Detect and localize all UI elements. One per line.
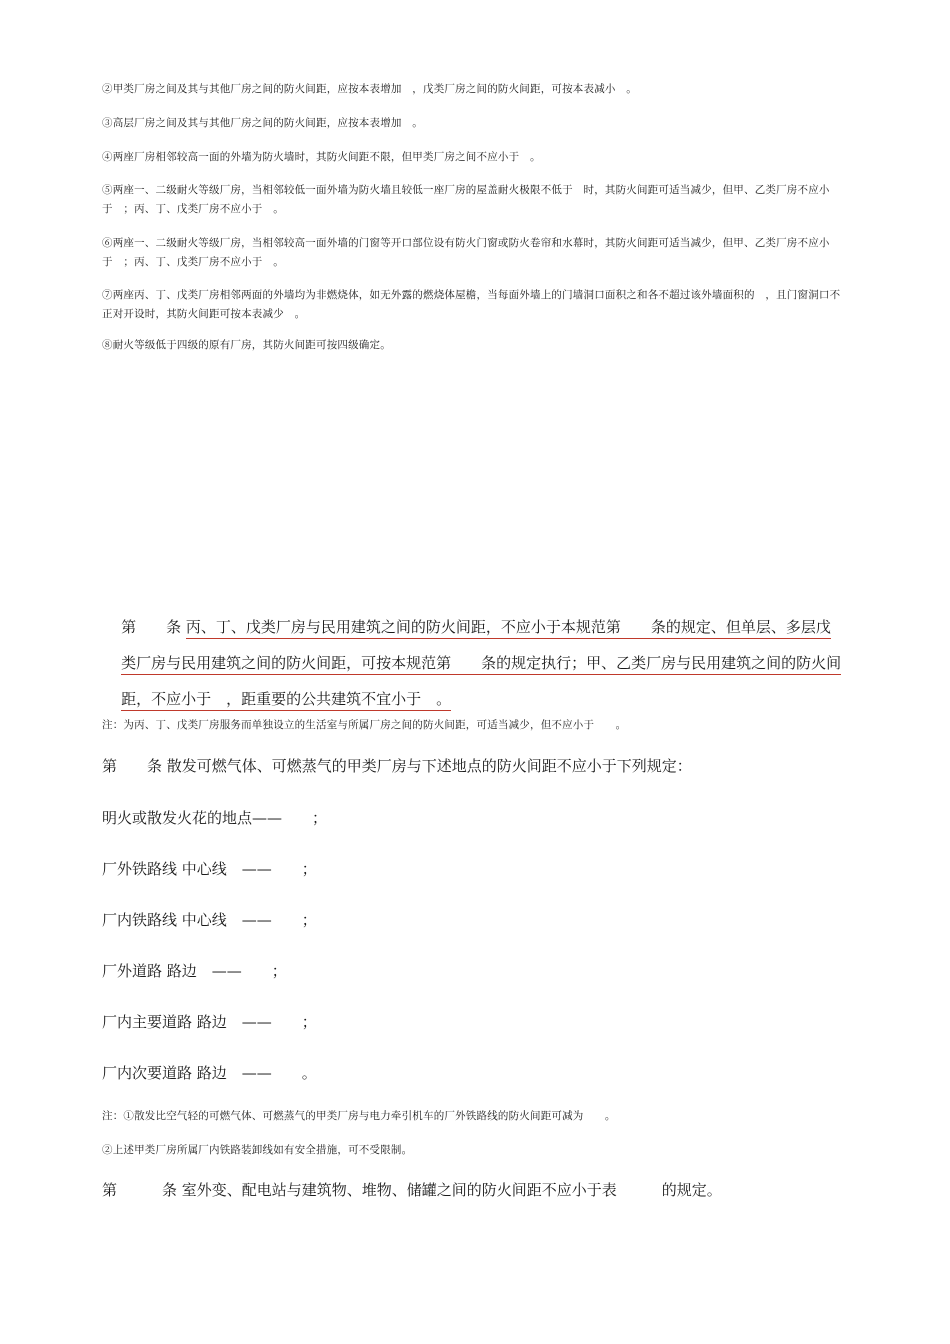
article-1-prefix: 第 条 <box>121 618 186 636</box>
article-2-note-2: ②上述甲类厂房所属厂内铁路装卸线如有安全措施，可不受限制。 <box>102 1144 413 1156</box>
list-item: 厂内铁路线 中心线 —— ； <box>102 911 317 929</box>
article-2-note-1: 注：①散发比空气轻的可燃气体、可燃蒸气的甲类厂房与电力牵引机车的厂外铁路线的防火间距可减为 。 <box>102 1110 616 1122</box>
list-item: 明火或散发火花的地点—— ； <box>102 809 328 827</box>
list-item: 厂内主要道路 路边 —— ； <box>102 1013 317 1031</box>
note-7: ⑦两座丙、丁、戊类厂房相邻两面的外墙均为非燃烧体，如无外露的燃烧体屋檐，当每面外墙上的门墙洞口面积之和各不超过该外墙面积的 ，且门窗洞口不正对开设时，其防火间距可按本表减少 。 <box>102 289 841 320</box>
note-3: ③高层厂房之间及其与其他厂房之间的防火间距，应按本表增加 。 <box>102 117 423 129</box>
note-6: ⑥两座一、二级耐火等级厂房，当相邻较高一面外墙的门窗等开口部位设有防火门窗或防火卷帘和水幕时，其防火间距可适当减少，但甲、乙类厂房不应小于 ；丙、丁、戊类厂房不应小于 。 <box>102 237 830 268</box>
article-3-heading: 第 条 室外变、配电站与建筑物、堆物、储罐之间的防火间距不应小于表 的规定。 <box>102 1181 722 1199</box>
note-8: ⑧耐火等级低于四级的原有厂房，其防火间距可按四级确定。 <box>102 339 391 351</box>
list-item: 厂内次要道路 路边 —— 。 <box>102 1064 317 1082</box>
note-2: ②甲类厂房之间及其与其他厂房之间的防火间距，应按本表增加 ，戊类厂房之间的防火间距，可按本表减小 。 <box>102 83 637 95</box>
list-item: 厂外道路 路边 —— ； <box>102 962 287 980</box>
article-2-heading: 第 条 散发可燃气体、可燃蒸气的甲类厂房与下述地点的防火间距不应小于下列规定： <box>102 757 692 775</box>
list-item: 厂外铁路线 中心线 —— ； <box>102 860 317 878</box>
article-1-line-3: 距，不应小于 ，距重要的公共建筑不宜小于 。 <box>121 690 451 711</box>
article-1-line-1: 丙、丁、戊类厂房与民用建筑之间的防火间距，不应小于本规范第 条的规定、但单层、多层戊 <box>186 618 831 639</box>
article-1-note: 注：为丙、丁、戊类厂房服务而单独设立的生活室与所属厂房之间的防火间距，可适当减少，但不应小于 。 <box>102 719 627 731</box>
article-1-line-2: 类厂房与民用建筑之间的防火间距，可按本规范第 条的规定执行；甲、乙类厂房与民用建筑之间的防火间 <box>121 654 841 675</box>
note-5: ⑤两座一、二级耐火等级厂房，当相邻较低一面外墙为防火墙且较低一座厂房的屋盖耐火极限不低于 时，其防火间距可适当减少，但甲、乙类厂房不应小于 ；丙、丁、戊类厂房不应小于 。 <box>102 184 830 215</box>
note-4: ④两座厂房相邻较高一面的外墙为防火墙时，其防火间距不限，但甲类厂房之间不应小于 。 <box>102 151 541 163</box>
